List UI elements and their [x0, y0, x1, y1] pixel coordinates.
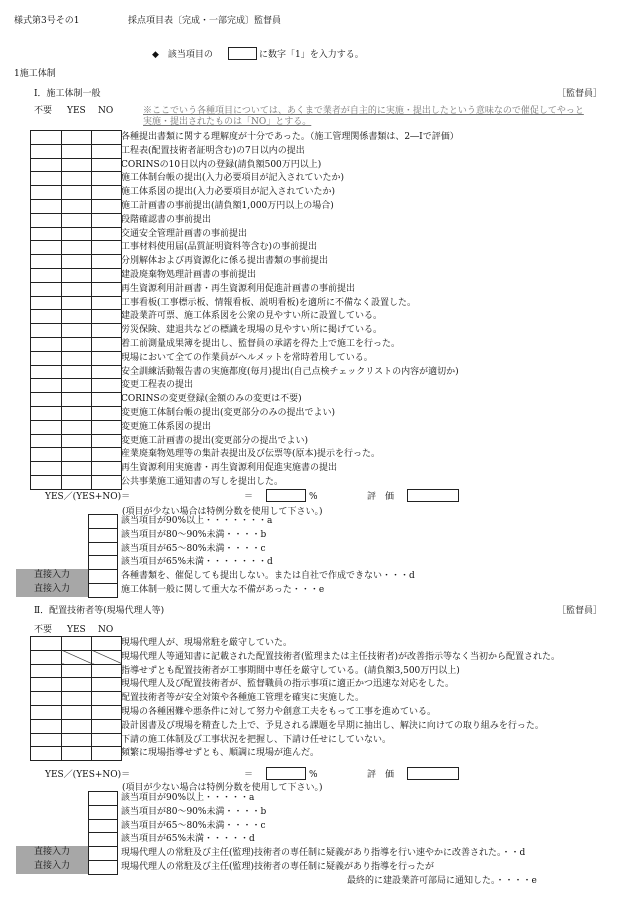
sec2-cell-no-need[interactable]: [31, 733, 62, 747]
sec1-item: 変更施工体制台帳の提出(変更部分のみの提出でよい): [121, 408, 336, 418]
sec1-cell-no[interactable]: [92, 448, 122, 462]
sec2-cell-yes[interactable]: [62, 719, 92, 733]
sec1-cell-yes[interactable]: [62, 365, 92, 379]
sec1-cell-no-need[interactable]: [31, 186, 62, 200]
sec2-grade-item: 該当項目が90%以上・・・・・a: [121, 793, 255, 803]
sec1-cell-no[interactable]: [92, 296, 122, 310]
sec2-item: 指導せずとも配置技術者が工事期間中専任を厳守している。(請負額3,500万円以上): [121, 665, 460, 676]
sec2-cell-no[interactable]: [92, 637, 122, 651]
sec2-grade-item: 該当項目が80～90%未満・・・・b: [121, 806, 267, 817]
sec1-cell-yes[interactable]: [62, 393, 92, 407]
sec1-item: 段階確認書の事前提出: [121, 214, 212, 225]
sec1-checkbox-row: [31, 158, 122, 172]
sec2-ratio-field[interactable]: [266, 767, 306, 780]
sec1-grade-item: 該当項目が65～80%未満・・・・c: [121, 543, 266, 554]
sec2-cell-no-need[interactable]: [31, 747, 62, 761]
sec1-cell-no[interactable]: [92, 462, 122, 476]
sec2-cell-yes[interactable]: [62, 637, 92, 651]
sec1-cell-yes[interactable]: [62, 144, 92, 158]
sec1-checkbox-row: [31, 241, 122, 255]
sec1-cell-no-need[interactable]: [31, 379, 62, 393]
sec1-cell-yes[interactable]: [62, 227, 92, 241]
sec2-title: Ⅱ．配置技術者等(現場代理人等): [34, 606, 165, 616]
sec1-checkbox-row: [31, 324, 122, 338]
sec1-item: 工事看板(工事標示板、情報看板、説明看板)を適所に不備なく設置した。: [121, 297, 417, 308]
instruction-post: に数字「1」を入力する。: [259, 50, 364, 60]
sec2-grade-item: 該当項目が65%未満・・・・・d: [121, 834, 255, 845]
sec2-col-yes: YES: [67, 625, 86, 635]
sec2-cell-no-need[interactable]: [31, 705, 62, 719]
sec2-checkbox-row: [31, 719, 122, 733]
sec2-cell-no-need[interactable]: [31, 719, 62, 733]
sec1-checkbox-grid: [30, 130, 122, 490]
sec2-cell-no[interactable]: [92, 664, 122, 678]
sec2-item: 現場代理人が、現場常駐を厳守していた。: [121, 638, 293, 648]
sec1-item: CORINSの変更登録(金額のみの変更は不要): [121, 394, 302, 405]
sec1-cell-yes[interactable]: [62, 186, 92, 200]
sec1-checkbox-row: [31, 255, 122, 269]
sec2-checkbox-row: [31, 705, 122, 719]
col-no-need: 不要: [34, 106, 53, 116]
sec1-cell-yes[interactable]: [62, 241, 92, 255]
sec1-direct-item: 施工体制一般に関して重大な不備があった・・・e: [121, 585, 325, 595]
sec2-grade-box[interactable]: [88, 791, 118, 806]
sec1-cell-yes[interactable]: [62, 379, 92, 393]
sec1-cell-no[interactable]: [92, 420, 122, 434]
sec2-item: 現場代理人等通知書に記載された配置技術者(監理または主任技術者)が改善指示等なく当初から配置された。: [121, 651, 561, 662]
sec2-cell-yes[interactable]: [62, 747, 92, 761]
sec1-cell-yes[interactable]: [62, 406, 92, 420]
sec1-item: 着工前測量成果簿を提出し、監督員の承諾を得た上で施工を行った。: [121, 339, 401, 349]
sec1-item: 現場において全ての作業員がヘルメットを常時着用している。: [121, 352, 373, 363]
sec1-checkbox-row: [31, 448, 122, 462]
sec1-item: 変更施工計画書の提出(変更部分の提出でよい): [121, 435, 309, 446]
sec1-item: 工事材料使用届(品質証明資料等含む)の事前提出: [121, 242, 318, 253]
sec2-direct-input-label: 直接入力: [16, 860, 88, 874]
sec1-cell-no[interactable]: [92, 241, 122, 255]
sec1-cell-no-need[interactable]: [31, 227, 62, 241]
sec1-item: 変更施工体系図の提出: [121, 421, 212, 432]
sec1-cell-no-need[interactable]: [31, 462, 62, 476]
sec1-cell-no-need[interactable]: [31, 172, 62, 186]
sec1-checkbox-row: [31, 337, 122, 351]
sec2-direct-input-box[interactable]: [88, 846, 118, 861]
sec1-item: 工程表(配置技術者証明含む)の7日以内の提出: [121, 145, 305, 156]
sec1-cell-no-need[interactable]: [31, 324, 62, 338]
sec1-cell-yes[interactable]: [62, 213, 92, 227]
sec2-checkbox-row: [31, 637, 122, 651]
sec1-cell-no[interactable]: [92, 475, 122, 489]
sec1-cell-no[interactable]: [92, 172, 122, 186]
sec1-cell-yes[interactable]: [62, 324, 92, 338]
sec1-item: 施工計画書の事前提出(請負額1,000万円以上の場合): [121, 201, 334, 211]
sec2-grade-box[interactable]: [88, 819, 118, 834]
sec1-cell-yes[interactable]: [62, 131, 92, 145]
sec2-cell-yes[interactable]: [62, 692, 92, 706]
sec1-cell-no-need[interactable]: [31, 158, 62, 172]
sec2-sample-note: (項目が少ない場合は特例分数を使用して下さい。): [122, 783, 323, 793]
sec1-direct-input-box[interactable]: [88, 583, 118, 598]
sec2-grade-box[interactable]: [88, 805, 118, 820]
sec1-cell-no-need[interactable]: [31, 131, 62, 145]
sec1-checkbox-row: [31, 351, 122, 365]
sec2-item: 現場の各種困難や悪条件に対して努力や創意工夫をもって工事を進めている。: [121, 707, 437, 717]
sec1-cell-yes[interactable]: [62, 351, 92, 365]
col-yes: YES: [67, 106, 86, 116]
sec2-cell-no[interactable]: [92, 692, 122, 706]
sec1-cell-yes[interactable]: [62, 158, 92, 172]
instruction-sample-box: [228, 47, 257, 60]
sec2-cell-no-need[interactable]: [31, 664, 62, 678]
sec2-checkbox-row: [31, 678, 122, 692]
sec1-grade-item: 該当項目が90%以上・・・・・・・a: [121, 516, 273, 526]
sec1-item: 施工体系図の提出(入力必要項目が記入されていたか): [121, 187, 336, 198]
sec2-cell-no[interactable]: [92, 705, 122, 719]
sec1-checkbox-row: [31, 296, 122, 310]
sec1-title: Ⅰ．施工体制一般: [34, 89, 101, 99]
sec1-cell-yes[interactable]: [62, 462, 92, 476]
sec1-checkbox-row: [31, 379, 122, 393]
sec1-eval-field[interactable]: [407, 489, 459, 502]
sec1-cell-no-need[interactable]: [31, 365, 62, 379]
sec1-cell-yes[interactable]: [62, 337, 92, 351]
sec1-item: 施工体制台帳の提出(入力必要項目が記入されていたか): [121, 173, 345, 184]
sec2-direct-input-label: 直接入力: [16, 846, 88, 860]
sec1-item: CORINSの10日以内の登録(請負額500万円以上): [121, 159, 322, 170]
sec2-cell-yes[interactable]: [62, 705, 92, 719]
sec1-checkbox-row: [31, 393, 122, 407]
sec2-checkbox-row: [31, 650, 122, 664]
sec2-formula: YES／(YES+NO)＝: [45, 770, 131, 780]
sec1-cell-no-need[interactable]: [31, 296, 62, 310]
sec1-checkbox-row: [31, 475, 122, 489]
form-number: 様式第3号その1: [14, 16, 80, 26]
sec2-direct-input-box[interactable]: [88, 860, 118, 875]
sec2-direct-item: 現場代理人の常駐及び主任(監理)技術者の専任制に疑義があり指導を行ったが: [121, 862, 435, 872]
sec1-cell-no[interactable]: [92, 379, 122, 393]
sec1-checkbox-row: [31, 282, 122, 296]
sec1-cell-no[interactable]: [92, 351, 122, 365]
sec1-cell-yes[interactable]: [62, 172, 92, 186]
sec1-item: 各種提出書類に関する理解度が十分であった。（施工管理関係書類は、2―Ⅰで評価）: [121, 132, 459, 142]
sec1-cell-no-need[interactable]: [31, 199, 62, 213]
sec2-cell-yes[interactable]: [62, 664, 92, 678]
sec1-cell-no-need[interactable]: [31, 337, 62, 351]
sec1-grade-item: 該当項目が65%未満・・・・・・・d: [121, 557, 273, 568]
sec1-cell-no-need[interactable]: [31, 420, 62, 434]
sec1-checkbox-row: [31, 434, 122, 448]
sec2-item: 設計図書及び現場を精査した上で、予見される課題を早期に抽出し、解決に向けての取り組みを行った。: [121, 720, 544, 731]
sec1-cell-yes[interactable]: [62, 310, 92, 324]
sec1-cell-yes[interactable]: [62, 434, 92, 448]
sec1-cell-yes[interactable]: [62, 199, 92, 213]
sec1-item: 再生資源利用実施書・再生資源利用促進実施書の提出: [121, 463, 338, 474]
sec1-item: 変更工程表の提出: [121, 380, 194, 391]
sec1-cell-no[interactable]: [92, 282, 122, 296]
sec2-cell-no[interactable]: [92, 747, 122, 761]
sec1-item: 交通安全管理計画書の事前提出: [121, 228, 248, 239]
sec2-col-no: NO: [98, 625, 114, 635]
sec2-cell-yes[interactable]: [62, 650, 92, 664]
sec1-cell-no-need[interactable]: [31, 434, 62, 448]
sec1-cell-no-need[interactable]: [31, 241, 62, 255]
sec2-cell-no[interactable]: [92, 719, 122, 733]
sec1-item: 建設廃棄物処理計画書の事前提出: [121, 270, 257, 280]
sec1-cell-no[interactable]: [92, 324, 122, 338]
sec1-cell-no-need[interactable]: [31, 213, 62, 227]
sec1-cell-no[interactable]: [92, 393, 122, 407]
sec1-cell-no-need[interactable]: [31, 268, 62, 282]
sec1-cell-no[interactable]: [92, 310, 122, 324]
sec2-item: 配置技術者等が安全対策や各種施工管理を確実に実施した。: [121, 693, 365, 704]
sec2-cell-no-need[interactable]: [31, 637, 62, 651]
sec1-cell-yes[interactable]: [62, 420, 92, 434]
sec1-cell-no[interactable]: [92, 199, 122, 213]
sec2-cell-yes[interactable]: [62, 733, 92, 747]
sec1-item: 公共事業施工通知書の写しを提出した。: [121, 477, 284, 487]
sec2-cell-no-need[interactable]: [31, 678, 62, 692]
sec1-formula: YES／(YES+NO)＝: [45, 492, 131, 502]
sec1-cell-yes[interactable]: [62, 448, 92, 462]
col-no: NO: [98, 106, 114, 116]
sec1-cell-no-need[interactable]: [31, 448, 62, 462]
sec1-item: 安全訓練活動報告書の実施都度(毎月)提出(自己点検チェックリストの内容が適切か): [121, 366, 459, 377]
sec1-checkbox-row: [31, 144, 122, 158]
sec1-cell-no[interactable]: [92, 434, 122, 448]
sec1-cell-no-need[interactable]: [31, 282, 62, 296]
sec1-checkbox-row: [31, 227, 122, 241]
sec1-eval-label: 評 価: [367, 492, 395, 502]
sec1-cell-yes[interactable]: [62, 255, 92, 269]
sec1-cell-no-need[interactable]: [31, 351, 62, 365]
sec1-checkbox-row: [31, 462, 122, 476]
sec1-cell-no-need[interactable]: [31, 393, 62, 407]
sec1-cell-no-need[interactable]: [31, 406, 62, 420]
sec1-cell-no-need[interactable]: [31, 310, 62, 324]
sec2-cell-no-need[interactable]: [31, 650, 62, 664]
sec1-cell-yes[interactable]: [62, 268, 92, 282]
sec1-cell-yes[interactable]: [62, 475, 92, 489]
sec1-checkbox-row: [31, 199, 122, 213]
sec1-checkbox-row: [31, 131, 122, 145]
sec1-sample-note: (項目が少ない場合は特例分数を使用して下さい。): [122, 507, 323, 517]
section-title: 1施工体制: [14, 69, 56, 79]
sec1-direct-input-box[interactable]: [88, 569, 118, 584]
sec2-item: 下請の施工体制及び工事状況を把握し、下請け任せにしていない。: [121, 734, 392, 745]
sec1-direct-input-label: 直接入力: [16, 569, 88, 583]
sec1-cell-no[interactable]: [92, 158, 122, 172]
sec2-grade-item: 該当項目が65～80%未満・・・・c: [121, 820, 266, 831]
sec1-direct-input-label: 直接入力: [16, 583, 88, 597]
sec2-checkbox-row: [31, 733, 122, 747]
sec1-item: 労災保険、建退共などの標識を現場の見やすい所に掲げている。: [121, 325, 383, 336]
sec1-checkbox-row: [31, 172, 122, 186]
sec2-direct-item-2-line2: 最終的に建設業許可部局に通知した。・・・・e: [347, 876, 537, 886]
sec2-checkbox-row: [31, 664, 122, 678]
sec1-cell-no[interactable]: [92, 213, 122, 227]
sec1-checkbox-row: [31, 365, 122, 379]
sec1-cell-no-need[interactable]: [31, 475, 62, 489]
sec2-cell-no[interactable]: [92, 678, 122, 692]
sec2-cell-yes[interactable]: [62, 678, 92, 692]
sec2-cell-no[interactable]: [92, 650, 122, 664]
sec2-eval-label: 評 価: [367, 770, 395, 780]
instruction-pre: ◆ 該当項目の: [152, 50, 213, 60]
sec1-checkbox-row: [31, 406, 122, 420]
sec2-checkbox-row: [31, 747, 122, 761]
sec1-checkbox-row: [31, 420, 122, 434]
sec2-cell-no-need[interactable]: [31, 692, 62, 706]
sec1-cell-no[interactable]: [92, 268, 122, 282]
sec2-item: 現場代理人及び配置技術者が、監督職員の指示事項に適正かつ迅速な対応をした。: [121, 679, 455, 690]
sec1-item: 分別解体および再資源化に係る提出書類の事前提出: [121, 256, 329, 267]
sec2-item: 頻繁に現場指導せずとも、順調に現場が進んだ。: [121, 748, 320, 759]
page-title: 採点項目表〔完成・一部完成〕監督員: [128, 16, 282, 26]
sec1-cell-no-need[interactable]: [31, 144, 62, 158]
sec1-percent: %: [309, 492, 318, 502]
sec2-col-no-need: 不要: [34, 625, 53, 635]
sec1-ratio-field[interactable]: [266, 489, 306, 502]
sec1-equals: ＝: [244, 492, 254, 502]
sec2-equals: ＝: [244, 770, 254, 780]
sec1-checkbox-row: [31, 268, 122, 282]
sec1-checkbox-row: [31, 213, 122, 227]
sec2-grade-box[interactable]: [88, 832, 118, 847]
sec1-cell-no[interactable]: [92, 144, 122, 158]
sec1-cell-no[interactable]: [92, 131, 122, 145]
sec2-cell-no[interactable]: [92, 733, 122, 747]
sec1-grade-box[interactable]: [88, 528, 118, 543]
sec1-grade-box[interactable]: [88, 555, 118, 570]
sec1-cell-no[interactable]: [92, 227, 122, 241]
sec1-checkbox-row: [31, 310, 122, 324]
sec1-item: 建設業許可票、施工体系図を公衆の見やすい所に設置している。: [121, 311, 383, 322]
sec2-percent: %: [309, 770, 318, 780]
sec1-cell-yes[interactable]: [62, 296, 92, 310]
sec1-note-line1: ※ここでいう各種項目については、あくまで業者が自主的に実施・提出したという意味なので催促してやっと: [143, 106, 584, 116]
sec1-cell-no[interactable]: [92, 337, 122, 351]
sec1-grade-box[interactable]: [88, 514, 118, 529]
sec1-cell-no[interactable]: [92, 186, 122, 200]
sec1-item: 再生資源利用計画書・再生資源利用促進計画書の事前提出: [121, 283, 356, 294]
sec1-cell-no[interactable]: [92, 365, 122, 379]
sec1-cell-no[interactable]: [92, 255, 122, 269]
sec1-direct-item: 各種書類を、催促しても提出しない。または自社で作成できない・・・d: [121, 571, 415, 582]
sec2-eval-field[interactable]: [407, 767, 459, 780]
sec1-tag: ［監督員］: [557, 89, 603, 99]
sec1-cell-no-need[interactable]: [31, 255, 62, 269]
sec2-tag: ［監督員］: [557, 606, 603, 616]
sec2-direct-item: 現場代理人の常駐及び主任(監理)技術者の専任制に疑義があり指導を行い速やかに改善された。・・d: [121, 848, 526, 859]
sec1-grade-box[interactable]: [88, 542, 118, 557]
sec1-cell-yes[interactable]: [62, 282, 92, 296]
sec1-checkbox-row: [31, 186, 122, 200]
sec2-checkbox-row: [31, 692, 122, 706]
sec1-cell-no[interactable]: [92, 406, 122, 420]
sec1-grade-item: 該当項目が80～90%未満・・・・b: [121, 529, 267, 540]
sec1-item: 産業廃棄物処理等の集計表提出及び伝票等(原本)提示を行った。: [121, 449, 381, 460]
sec2-checkbox-grid: [30, 636, 122, 761]
sec1-note-line2: 実施・提出されたものは「NO」とする。: [143, 117, 312, 127]
